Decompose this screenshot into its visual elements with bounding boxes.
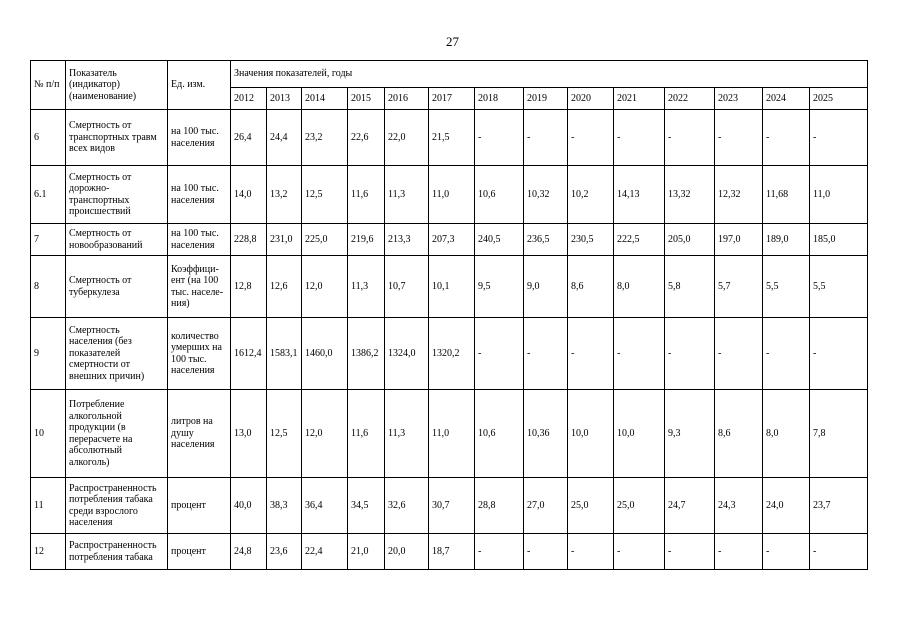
row-value: - [475, 110, 524, 166]
row-value: 9,0 [524, 256, 568, 318]
row-unit: литров на душу населения [168, 390, 231, 478]
row-value: 25,0 [568, 478, 614, 534]
row-value: 12,0 [302, 390, 348, 478]
row-value: - [614, 534, 665, 570]
row-num: 10 [31, 390, 66, 478]
row-value: 13,2 [267, 166, 302, 224]
row-value: 22,0 [385, 110, 429, 166]
row-value: 36,4 [302, 478, 348, 534]
row-value: 1386,2 [348, 318, 385, 390]
row-value: - [810, 110, 868, 166]
row-value: - [715, 110, 763, 166]
row-value: 18,7 [429, 534, 475, 570]
row-value: - [810, 534, 868, 570]
row-value: 197,0 [715, 224, 763, 256]
row-num: 7 [31, 224, 66, 256]
row-value: 185,0 [810, 224, 868, 256]
row-value: - [475, 318, 524, 390]
row-value: 8,6 [715, 390, 763, 478]
page-number: 27 [446, 34, 459, 49]
row-value: 8,6 [568, 256, 614, 318]
header-year: 2021 [614, 88, 665, 110]
row-value: 11,3 [385, 166, 429, 224]
row-value: 28,8 [475, 478, 524, 534]
row-value: 231,0 [267, 224, 302, 256]
header-year: 2025 [810, 88, 868, 110]
row-value: - [810, 318, 868, 390]
row-value: 9,5 [475, 256, 524, 318]
row-value: - [524, 110, 568, 166]
row-value: - [665, 534, 715, 570]
row-value: 1324,0 [385, 318, 429, 390]
row-value: 1583,1 [267, 318, 302, 390]
row-value: 10,2 [568, 166, 614, 224]
row-num: 11 [31, 478, 66, 534]
row-value: 12,8 [231, 256, 267, 318]
row-value: 228,8 [231, 224, 267, 256]
row-indicator: Распространенность потребления табака среди взрослого населения [66, 478, 168, 534]
row-value: 11,3 [385, 390, 429, 478]
row-value: 230,5 [568, 224, 614, 256]
row-unit: на 100 тыс. населения [168, 224, 231, 256]
table-row [31, 224, 868, 256]
row-value: - [763, 534, 810, 570]
row-value: 12,0 [302, 256, 348, 318]
row-value: 225,0 [302, 224, 348, 256]
row-value: 1612,4 [231, 318, 267, 390]
row-value: 11,6 [348, 166, 385, 224]
header-year: 2024 [763, 88, 810, 110]
row-value: 24,8 [231, 534, 267, 570]
row-value: 32,6 [385, 478, 429, 534]
row-value: 38,3 [267, 478, 302, 534]
row-unit: количество умерших на 100 тыс. населения [168, 318, 231, 390]
table-row [31, 534, 868, 570]
header-year: 2014 [302, 88, 348, 110]
row-value: 10,6 [475, 390, 524, 478]
row-value: 11,0 [429, 166, 475, 224]
row-indicator: Смертность населения (без показателей смертности от внешних причин) [66, 318, 168, 390]
row-indicator: Смертность от дорожно-транспортных происшествий [66, 166, 168, 224]
row-value: 1460,0 [302, 318, 348, 390]
row-value: 1320,2 [429, 318, 475, 390]
row-value: 5,5 [763, 256, 810, 318]
row-value: 12,5 [267, 390, 302, 478]
table-row [31, 166, 868, 224]
row-value: - [665, 110, 715, 166]
row-value: 11,3 [348, 256, 385, 318]
header-year: 2016 [385, 88, 429, 110]
row-value: 24,3 [715, 478, 763, 534]
row-value: - [763, 110, 810, 166]
row-value: 205,0 [665, 224, 715, 256]
row-value: - [524, 318, 568, 390]
row-value: 10,7 [385, 256, 429, 318]
row-value: 207,3 [429, 224, 475, 256]
row-value: - [524, 534, 568, 570]
row-value: 40,0 [231, 478, 267, 534]
row-value: 21,5 [429, 110, 475, 166]
row-value: - [715, 318, 763, 390]
row-value: 27,0 [524, 478, 568, 534]
row-value: 10,0 [568, 390, 614, 478]
row-value: 24,4 [267, 110, 302, 166]
row-value: 5,8 [665, 256, 715, 318]
row-value: - [665, 318, 715, 390]
row-value: - [568, 534, 614, 570]
row-num: 6 [31, 110, 66, 166]
row-value: 22,4 [302, 534, 348, 570]
row-value: 5,7 [715, 256, 763, 318]
header-year: 2012 [231, 88, 267, 110]
header-year: 2015 [348, 88, 385, 110]
table-row [31, 478, 868, 534]
row-value: 11,0 [810, 166, 868, 224]
row-value: 10,36 [524, 390, 568, 478]
header-unit: Ед. изм. [168, 61, 231, 110]
header-indicator: Показатель (индикатор) (наименование) [66, 61, 168, 110]
row-value: 189,0 [763, 224, 810, 256]
row-value: 23,6 [267, 534, 302, 570]
row-value: - [568, 110, 614, 166]
row-value: - [568, 318, 614, 390]
row-value: 24,0 [763, 478, 810, 534]
row-value: - [763, 318, 810, 390]
row-value: 11,6 [348, 390, 385, 478]
row-value: 8,0 [614, 256, 665, 318]
row-value: - [614, 318, 665, 390]
row-value: 13,0 [231, 390, 267, 478]
row-value: 14,0 [231, 166, 267, 224]
row-value: 34,5 [348, 478, 385, 534]
row-value: 10,0 [614, 390, 665, 478]
row-value: 26,4 [231, 110, 267, 166]
row-value: 8,0 [763, 390, 810, 478]
row-value: 219,6 [348, 224, 385, 256]
header-year: 2013 [267, 88, 302, 110]
header-values-group: Значения показателей, годы [231, 61, 868, 88]
row-unit: процент [168, 478, 231, 534]
row-value: 9,3 [665, 390, 715, 478]
row-value: 5,5 [810, 256, 868, 318]
row-value: 10,6 [475, 166, 524, 224]
row-value: 10,32 [524, 166, 568, 224]
row-num: 8 [31, 256, 66, 318]
row-indicator: Смертность от туберкулеза [66, 256, 168, 318]
row-indicator: Смертность от новообразований [66, 224, 168, 256]
header-year: 2023 [715, 88, 763, 110]
row-indicator: Смертность от транспортных травм всех видов [66, 110, 168, 166]
header-year: 2019 [524, 88, 568, 110]
header-year: 2017 [429, 88, 475, 110]
row-value: 25,0 [614, 478, 665, 534]
indicators-table [30, 60, 868, 570]
row-value: 12,5 [302, 166, 348, 224]
row-value: 22,6 [348, 110, 385, 166]
row-value: 222,5 [614, 224, 665, 256]
row-num: 12 [31, 534, 66, 570]
row-value: 12,6 [267, 256, 302, 318]
row-unit: Коэффици-ент (на 100 тыс. населе-ния) [168, 256, 231, 318]
table-row [31, 110, 868, 166]
row-value: 12,32 [715, 166, 763, 224]
row-value: 236,5 [524, 224, 568, 256]
row-value: 10,1 [429, 256, 475, 318]
row-num: 9 [31, 318, 66, 390]
row-unit: на 100 тыс. населения [168, 166, 231, 224]
header-year: 2020 [568, 88, 614, 110]
table-row [31, 256, 868, 318]
row-value: - [614, 110, 665, 166]
row-value: 213,3 [385, 224, 429, 256]
row-unit: на 100 тыс. населения [168, 110, 231, 166]
row-value: 23,7 [810, 478, 868, 534]
row-unit: процент [168, 534, 231, 570]
header-year: 2022 [665, 88, 715, 110]
row-value: 21,0 [348, 534, 385, 570]
row-value: 20,0 [385, 534, 429, 570]
table-row [31, 318, 868, 390]
row-value: - [715, 534, 763, 570]
row-value: 11,0 [429, 390, 475, 478]
table-body [31, 110, 868, 570]
row-value: 14,13 [614, 166, 665, 224]
row-value: 11,68 [763, 166, 810, 224]
row-value: 13,32 [665, 166, 715, 224]
row-value: 7,8 [810, 390, 868, 478]
row-value: 30,7 [429, 478, 475, 534]
row-value: 24,7 [665, 478, 715, 534]
row-indicator: Потребление алкогольной продукции (в перерасчете на абсолютный алкоголь) [66, 390, 168, 478]
row-value: - [475, 534, 524, 570]
row-indicator: Распространенность потребления табака [66, 534, 168, 570]
header-year: 2018 [475, 88, 524, 110]
row-value: 23,2 [302, 110, 348, 166]
header-num: № п/п [31, 61, 66, 110]
table-row [31, 390, 868, 478]
row-num: 6.1 [31, 166, 66, 224]
row-value: 240,5 [475, 224, 524, 256]
